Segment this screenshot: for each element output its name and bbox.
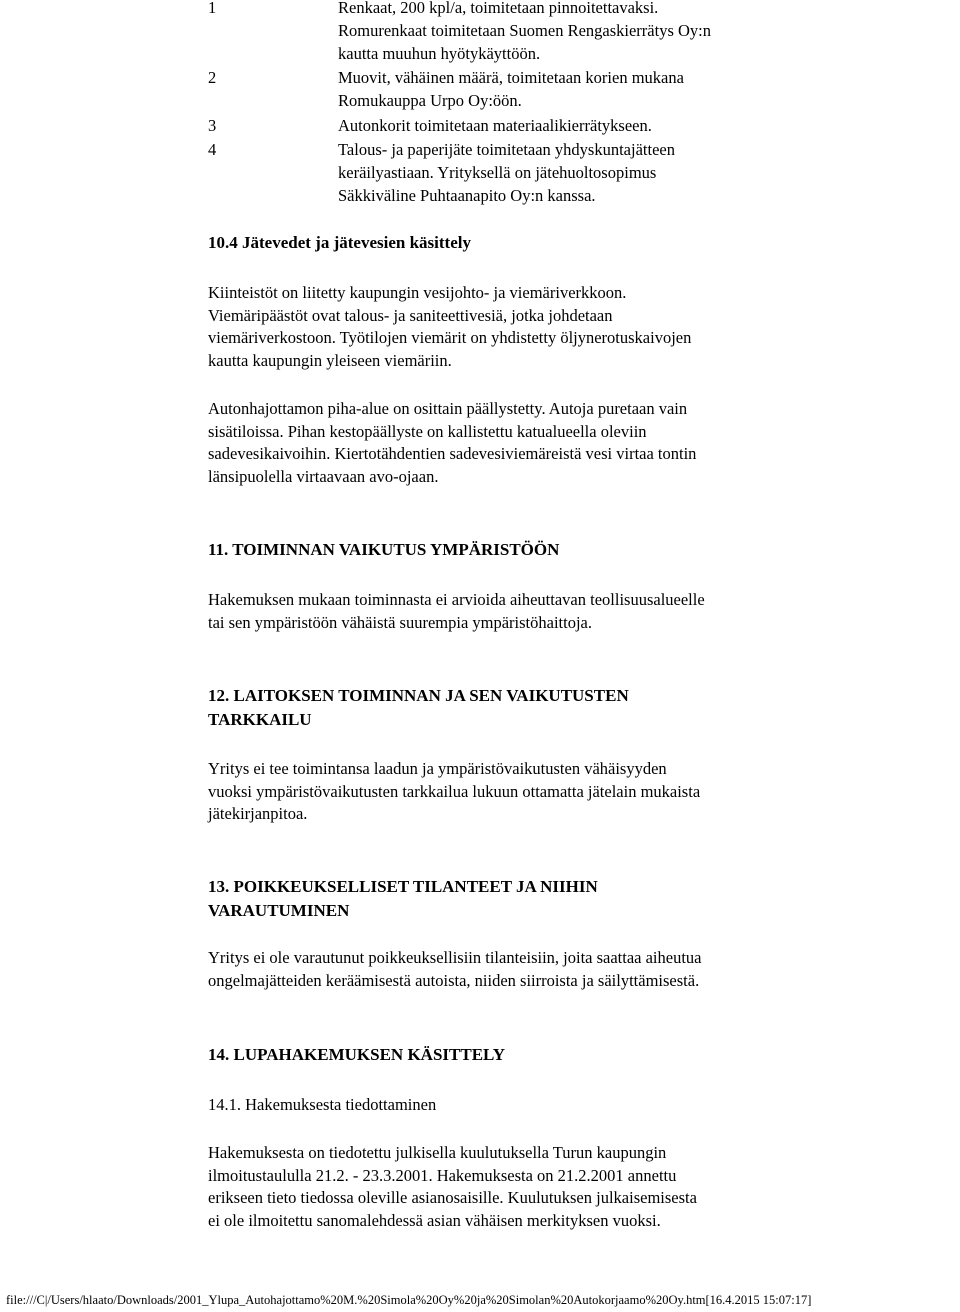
section-heading-line: 13. POIKKEUKSELLISET TILANTEET JA NIIHIN [208, 877, 598, 896]
list-item [208, 0, 711, 65]
section-14-heading [208, 1043, 928, 1067]
section-11-heading [208, 538, 928, 562]
section-12-heading [208, 684, 928, 732]
list-item [208, 138, 675, 207]
section-heading-line: TARKKAILU [208, 710, 312, 729]
paragraph: Hakemuksen mukaan toiminnasta ei arvioida aiheuttavan teollisuusalueelle tai sen ympäristöön vähäistä suurempia ympäristöhaittoja. [208, 590, 705, 632]
section-13-paragraph [208, 947, 928, 992]
section-12-paragraph [208, 758, 928, 826]
section-heading: 10.4 Jätevedet ja jätevesien käsittely [208, 233, 471, 252]
paragraph: Yritys ei ole varautunut poikkeuksellisiin tilanteisiin, joita saattaa aiheutua ongelmajätteiden keräämisestä autoista, niiden siirroista ja säilyttämisestä. [208, 948, 702, 990]
section-13-heading [208, 875, 928, 923]
section-10-4-paragraph-1 [208, 282, 928, 372]
section-14-paragraph [208, 1142, 928, 1232]
section-heading: 14. LUPAHAKEMUKSEN KÄSITTELY [208, 1045, 506, 1064]
subheading: 14.1. Hakemuksesta tiedottaminen [208, 1095, 437, 1114]
section-heading: 11. TOIMINNAN VAIKUTUS YMPÄRISTÖÖN [208, 540, 560, 559]
section-heading-line: VARAUTUMINEN [208, 901, 350, 920]
list-item-text: Renkaat, 200 kpl/a, toimitetaan pinnoitettavaksi. Romurenkaat toimitetaan Suomen Rengaskierrätys Oy:n kautta muuhun hyötykäyttöön. [338, 0, 711, 63]
paragraph: Hakemuksesta on tiedotettu julkisella kuulutuksella Turun kaupungin ilmoitustaululla 21.2. - 23.3.2001. Hakemuksesta on 21.2.2001 annettu erikseen tieto tiedossa oleville asianosaisille. Kuulutuksen julkaisemisesta ei ole ilmoitettu sanomalehdessä asian vähäisen merkityksen vuoksi. [208, 1143, 697, 1230]
list-item [208, 66, 684, 112]
paragraph: Yritys ei tee toimintansa laadun ja ympäristövaikutusten vähäisyyden vuoksi ympäristövaikutusten tarkkailua lukuun ottamatta jätelain mukaista jätekirjanpitoa. [208, 759, 701, 823]
list-item-text: Muovit, vähäinen määrä, toimitetaan korien mukana Romukauppa Urpo Oy:öön. [338, 68, 684, 110]
paragraph: Autonhajottamon piha-alue on osittain päällystetty. Autoja puretaan vain sisätiloissa. Pihan kestopäällyste on kallistettu katualueella oleviin sadevesikaivoihin. Kiertotähdentien sadevesiviemäreistä vesi virtaa tontin länsipuolella virtaavaan avo-ojaan. [208, 399, 697, 486]
list-item-text: Autonkorit toimitetaan materiaalikierrätykseen. [338, 116, 652, 135]
paragraph: Kiinteistöt on liitetty kaupungin vesijohto- ja viemäriverkkoon. Viemäripäästöt ovat talous- ja saniteettivesiä, jotka johdetaan viemäriverkostoon. Työtilojen viemärit on yhdistetty öljynerotuskaivojen kautta kaupungin yleiseen viemäriin. [208, 283, 692, 370]
page-footer-url: file:///C|/Users/hlaato/Downloads/2001_Ylupa_Autohajottamo%20M.%20Simola%20Oy%20ja%20Simolan%20Autokorjaamo%20Oy.htm[16.4.2015 15:07:17] [6, 1293, 812, 1307]
list-item-number: 1 [208, 0, 217, 17]
list-item-number: 4 [208, 140, 217, 159]
section-11-paragraph [208, 589, 928, 634]
list-item [208, 114, 652, 137]
section-14-subheading [208, 1094, 928, 1117]
list-item-number: 2 [208, 68, 217, 87]
section-10-4-heading [208, 231, 928, 255]
section-heading-line: 12. LAITOKSEN TOIMINNAN JA SEN VAIKUTUSTEN [208, 686, 629, 705]
list-item-number: 3 [208, 116, 217, 135]
list-item-text: Talous- ja paperijäte toimitetaan yhdyskuntajätteen keräilyastiaan. Yrityksellä on jätehuoltosopimus Säkkiväline Puhtaanapito Oy:n kanssa. [338, 140, 675, 205]
section-10-4-paragraph-2 [208, 398, 928, 488]
